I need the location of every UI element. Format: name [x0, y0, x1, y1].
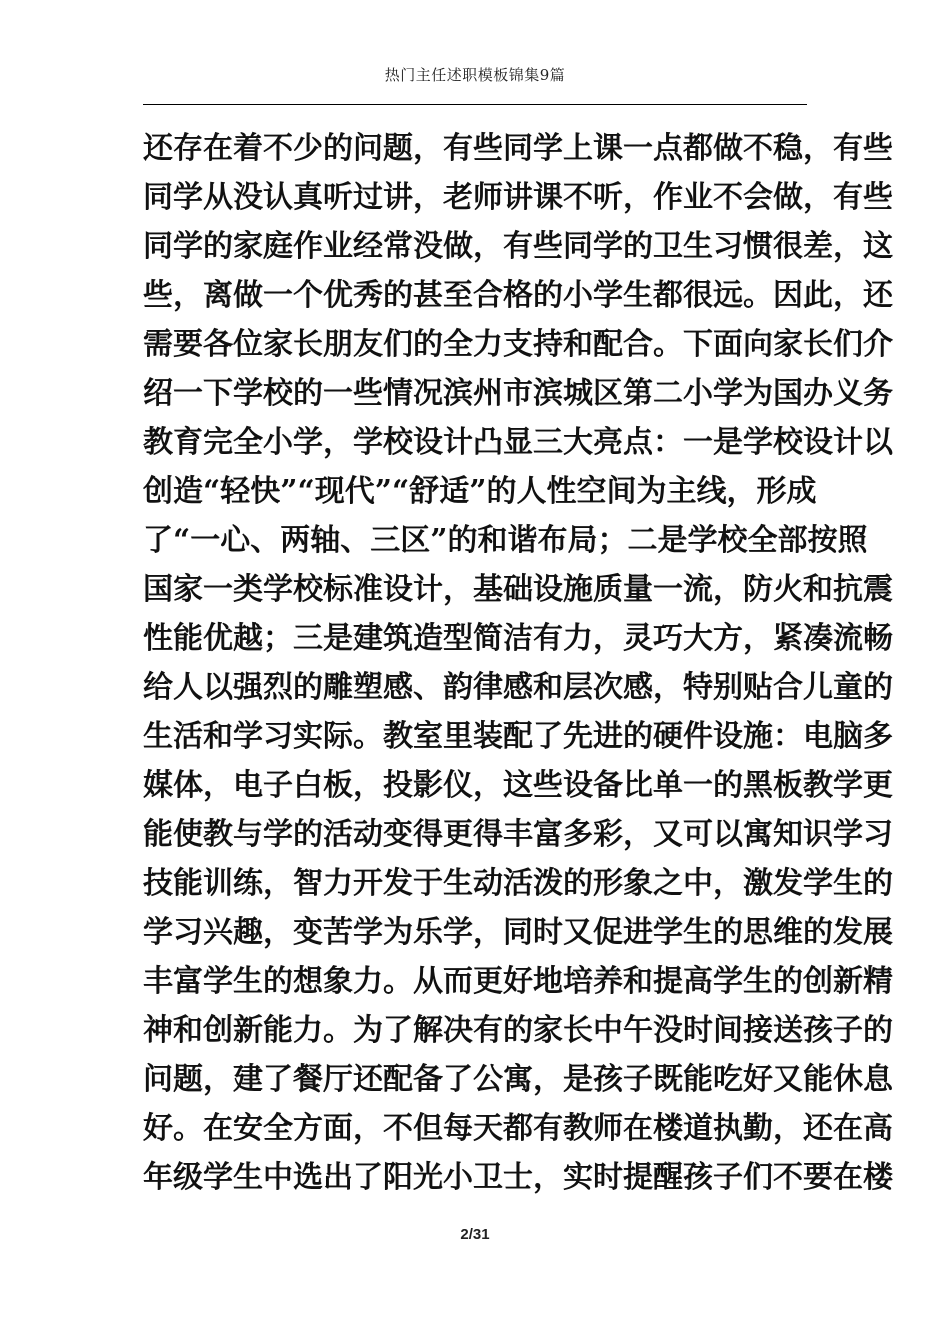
text-line: 了“一心、两轴、三区”的和谐布局；二是学校全部按照: [143, 523, 868, 558]
text-line: 技能训练，智力开发于生动活泼的形象之中，激发学生的: [143, 866, 893, 901]
text-line: 好。在安全方面，不但每天都有教师在楼道执勤，还在高: [143, 1111, 893, 1146]
text-line: 性能优越；三是建筑造型简洁有力，灵巧大方，紧凑流畅: [143, 621, 893, 656]
text-line: 能使教与学的活动变得更得丰富多彩，又可以寓知识学习: [143, 817, 893, 852]
text-line: 绍一下学校的一些情况滨州市滨城区第二小学为国办义务: [143, 376, 893, 411]
text-line: 创造“轻快”“现代”“舒适”的人性空间为主线，形成: [143, 474, 817, 509]
page-header-title: 热门主任述职模板锦集9篇: [384, 66, 566, 84]
header-divider: [143, 104, 807, 105]
text-line: 给人以强烈的雕塑感、韵律感和层次感，特别贴合儿童的: [143, 670, 893, 705]
text-line: 需要各位家长朋友们的全力支持和配合。下面向家长们介: [143, 327, 893, 362]
text-line: 媒体，电子白板，投影仪，这些设备比单一的黑板教学更: [143, 768, 893, 803]
text-line: 教育完全小学，学校设计凸显三大亮点：一是学校设计以: [143, 425, 893, 460]
text-line: 同学从没认真听过讲，老师讲课不听，作业不会做，有些: [143, 180, 893, 215]
text-line: 生活和学习实际。教室里装配了先进的硬件设施：电脑多: [143, 719, 893, 754]
text-line: 问题，建了餐厅还配备了公寓，是孩子既能吃好又能休息: [143, 1062, 893, 1097]
text-line: 丰富学生的想象力。从而更好地培养和提高学生的创新精: [143, 964, 893, 999]
text-line: 还存在着不少的问题，有些同学上课一点都做不稳，有些: [143, 131, 893, 166]
text-line: 学习兴趣，变苦学为乐学，同时又促进学生的思维的发展: [143, 915, 893, 950]
text-line: 国家一类学校标准设计，基础设施质量一流，防火和抗震: [143, 572, 893, 607]
text-line: 神和创新能力。为了解决有的家长中午没时间接送孩子的: [143, 1013, 893, 1048]
text-line: 些，离做一个优秀的甚至合格的小学生都很远。因此，还: [143, 278, 893, 313]
page-number: 2/31: [460, 1226, 490, 1243]
document-body: [143, 124, 893, 1202]
text-line: 同学的家庭作业经常没做，有些同学的卫生习惯很差，这: [143, 229, 893, 264]
text-line: 年级学生中选出了阳光小卫士，实时提醒孩子们不要在楼: [143, 1160, 893, 1195]
